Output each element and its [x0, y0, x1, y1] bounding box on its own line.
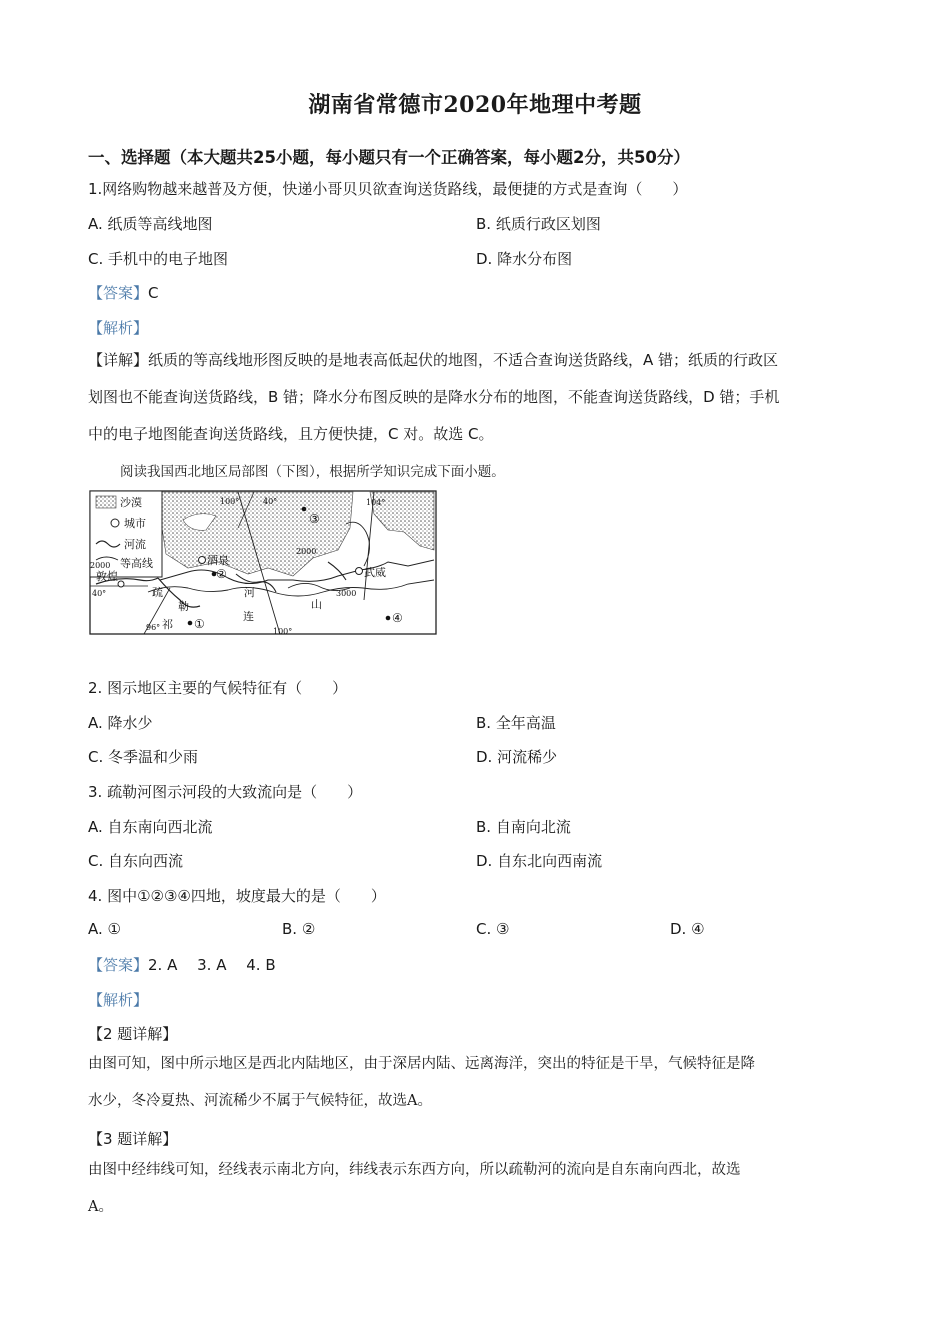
city-jiuquan-marker [199, 557, 206, 564]
section-heading: 一、选择题（本大题共25小题，每小题只有一个正确答案，每小题2分，共50分） [88, 148, 690, 167]
city-wuwei-label: 武威 [364, 566, 386, 579]
mountain-shan-char: 山 [311, 598, 322, 611]
group-answer-values: 2. A 3. A 4. B [148, 956, 276, 974]
river-he-char: 河 [244, 586, 255, 599]
q1-option-b: B. 纸质行政区划图 [476, 215, 601, 233]
legend-contour-value: 2000 [90, 561, 111, 570]
q2-detail [88, 1046, 864, 1120]
group-analysis-tag: 【解析】 [88, 991, 149, 1009]
city-dunhuang-label: 敦煌 [96, 570, 118, 583]
q1-option-d: D. 降水分布图 [476, 250, 573, 268]
lon-96-label: 96° [146, 623, 161, 632]
question-4-stem: 4. 图中①②③④四地，坡度最大的是（ ） [88, 887, 386, 905]
legend-city-icon [111, 519, 119, 527]
lon-100-label: 100° [220, 497, 240, 506]
point-4-label: ④ [392, 611, 403, 625]
q1-answer-value: C [148, 284, 159, 302]
contour-2000-label: 2000 [296, 547, 317, 556]
answer-tag: 【答案】 [88, 284, 149, 302]
q3-option-d: D. 自东北向西南流 [476, 852, 603, 870]
q4-option-d: D. ④ [670, 920, 705, 938]
q2-detail-line-2: 水少，冬冷夏热、河流稀少不属于气候特征，故选A。 [88, 1093, 432, 1109]
point-4-dot [386, 616, 391, 621]
lat-40-label: 40° [263, 497, 278, 506]
question-1-stem: 1.网络购物越来越普及方便，快递小哥贝贝欲查询送货路线，最便捷的方式是查询（ ） [88, 180, 688, 198]
detail-tag: 【详解】 [88, 351, 149, 369]
q3-detail-tag: 【3 题详解】 [88, 1130, 178, 1148]
point-1-dot [188, 621, 193, 626]
point-3-dot [302, 507, 307, 512]
q1-detail-line-2: 划图也不能查询送货路线，B 错；降水分布图反映的是降水分布的地图，不能查询送货路线，D 错；手机 [88, 388, 780, 406]
mountain-qi-char: 祁 [162, 618, 173, 631]
q2-option-b: B. 全年高温 [476, 714, 556, 732]
question-3-stem: 3. 疏勒河图示河段的大致流向是（ ） [88, 783, 363, 801]
q1-analysis-tag: 【解析】 [88, 319, 149, 337]
q3-option-a: A. 自东南向西北流 [88, 818, 213, 836]
q4-option-c: C. ③ [476, 920, 510, 938]
page-title: 湖南省常德市2020年地理中考题 [308, 92, 642, 118]
q1-answer-row [88, 282, 159, 303]
q3-detail [88, 1152, 864, 1226]
river-le-char: 勒 [178, 600, 189, 613]
contour-3000-label: 3000 [336, 589, 357, 598]
q1-option-a: A. 纸质等高线地图 [88, 215, 213, 233]
q4-option-a: A. ① [88, 920, 121, 938]
q2-detail-tag: 【2 题详解】 [88, 1025, 178, 1043]
q2-option-d: D. 河流稀少 [476, 748, 558, 766]
lon-104-label: 104° [366, 498, 386, 507]
legend-contour-label: 等高线 [120, 557, 153, 570]
lat-40-left-label: 40° [92, 589, 107, 598]
point-2-label: ② [216, 567, 227, 581]
point-3-label: ③ [309, 512, 320, 526]
q2-detail-line-1: 由图可知，图中所示地区是西北内陆地区，由于深居内陆、远离海洋，突出的特征是干旱，气候特征是降 [88, 1056, 755, 1072]
mountain-lian-char: 连 [243, 610, 254, 623]
group-answer-row [88, 954, 276, 975]
reading-intro: 阅读我国西北地区局部图（下图），根据所学知识完成下面小题。 [120, 464, 505, 480]
point-1-label: ① [194, 617, 205, 631]
lon-100-bottom-label: 100° [273, 627, 293, 636]
q3-option-b: B. 自南向北流 [476, 818, 571, 836]
city-jiuquan-label: 酒泉 [207, 554, 229, 567]
q1-detail-line-3: 中的电子地图能查询送货路线，且方便快捷，C 对。故选 C。 [88, 425, 494, 443]
river-shu-char: 疏 [152, 586, 163, 599]
q1-option-c: C. 手机中的电子地图 [88, 250, 229, 268]
northwest-china-map [88, 488, 440, 638]
q3-detail-line-2: A。 [88, 1199, 113, 1215]
legend-desert-label: 沙漠 [120, 496, 142, 509]
q3-detail-line-1: 由图中经纬线可知，经线表示南北方向，纬线表示东西方向，所以疏勒河的流向是自东南向西北，故选 [88, 1162, 741, 1178]
q4-option-b: B. ② [282, 920, 316, 938]
answer-tag: 【答案】 [88, 956, 149, 974]
legend-desert-swatch [96, 496, 116, 508]
city-dunhuang-marker [118, 581, 124, 587]
legend-river-label: 河流 [124, 538, 146, 551]
q3-option-c: C. 自东向西流 [88, 852, 184, 870]
legend-city-label: 城市 [124, 517, 146, 530]
q1-detail [88, 342, 864, 453]
q2-option-c: C. 冬季温和少雨 [88, 748, 199, 766]
q2-option-a: A. 降水少 [88, 714, 153, 732]
q1-detail-line-1: 纸质的等高线地形图反映的是地表高低起伏的地图，不适合查询送货路线，A 错；纸质的行政区 [148, 351, 779, 369]
city-wuwei-marker [356, 568, 363, 575]
question-2-stem: 2. 图示地区主要的气候特征有（ ） [88, 679, 348, 697]
